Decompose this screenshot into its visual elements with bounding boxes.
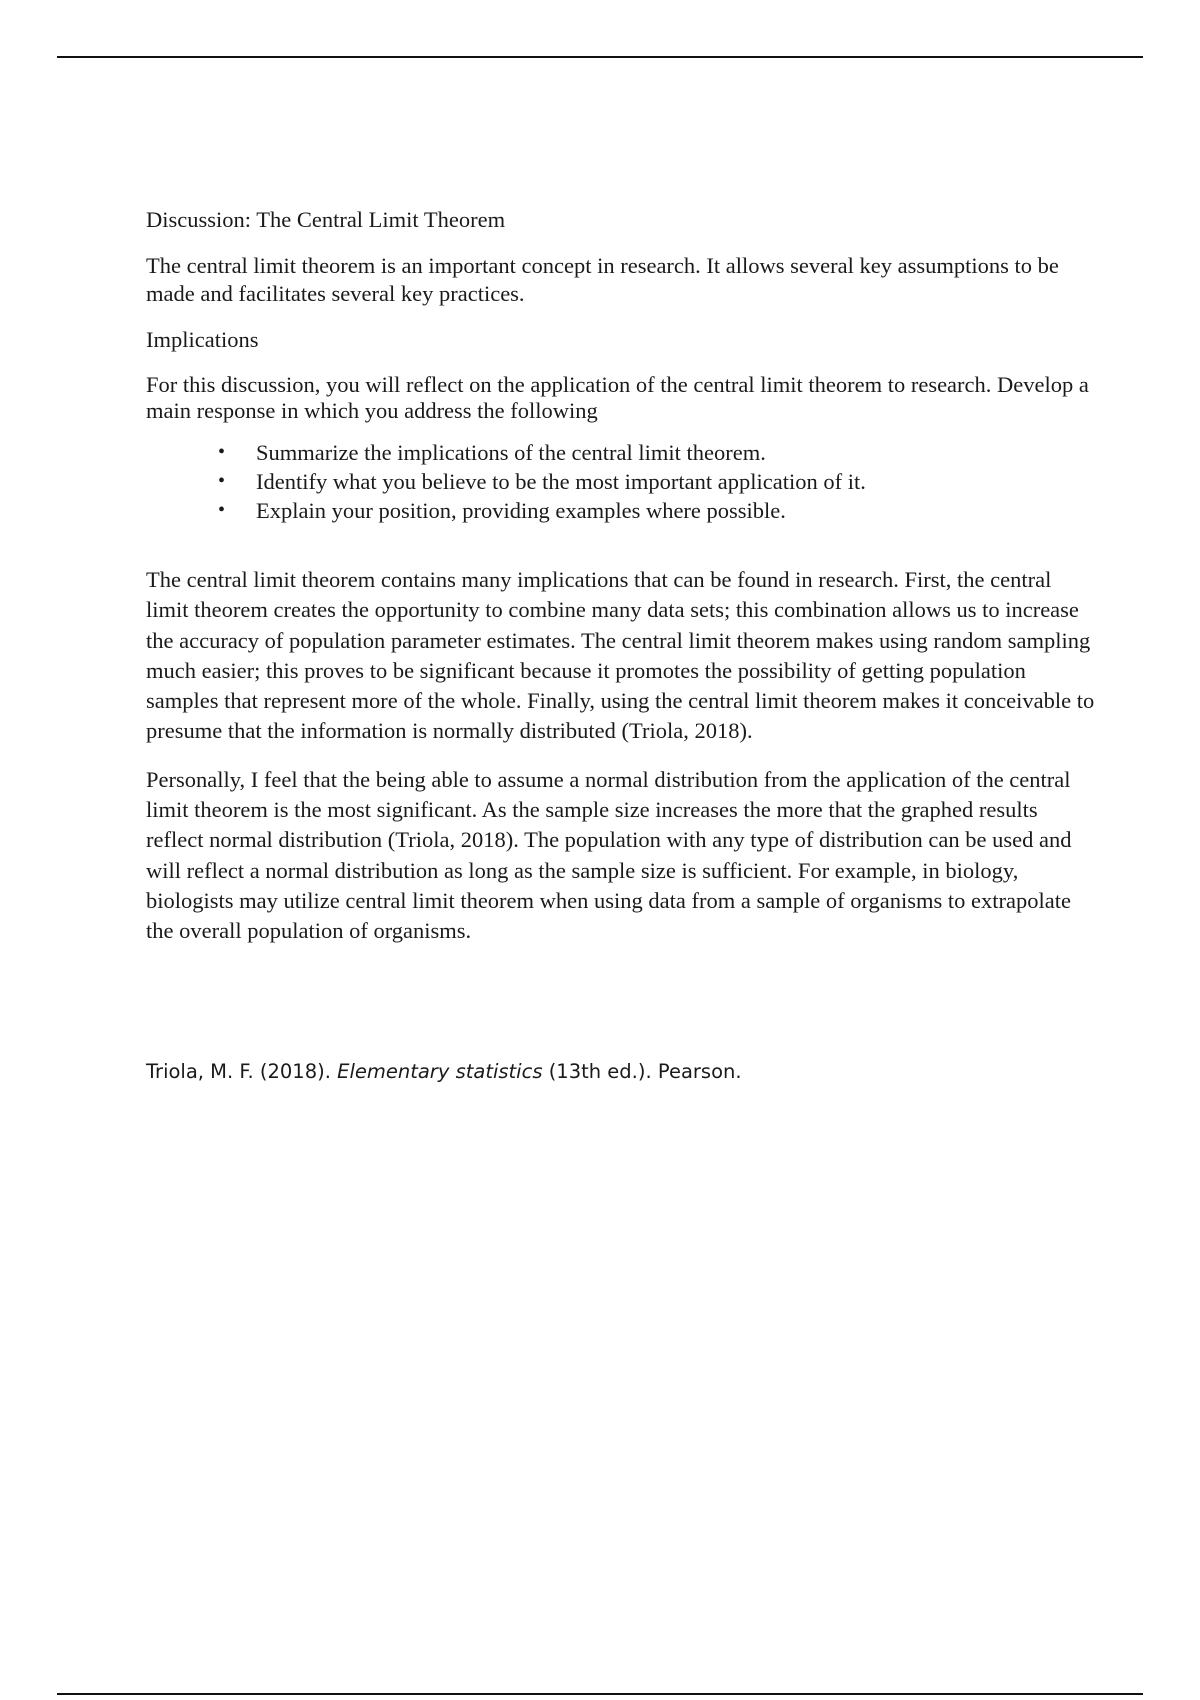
list-item: • Explain your position, providing examples where possible.	[256, 496, 1096, 525]
document-title: Discussion: The Central Limit Theorem	[146, 207, 506, 232]
list-item: • Summarize the implications of the central limit theorem.	[256, 438, 1096, 467]
bottom-rule	[57, 1693, 1143, 1695]
body-paragraph-2: Personally, I feel that the being able to assume a normal distribution from the application of the central limit theorem is the most significant. As the sample size increases the more that the graphed results reflect normal distribution (Triola, 2018). The population with any type of distribution can be used and will reflect a normal distribution as long as the sample size is sufficient. For example, in biology, biologists may utilize central limit theorem when using data from a sample of organisms to extrapolate the overall population of organisms.	[146, 766, 1072, 944]
list-item: • Identify what you believe to be the most important application of it.	[256, 467, 1096, 496]
intro-paragraph: The central limit theorem is an important concept in research. It allows several key assumptions to be made and facilitates several key practices.	[146, 253, 1059, 306]
spacer	[146, 525, 1096, 565]
top-rule	[57, 56, 1143, 58]
document-body	[146, 206, 1096, 965]
section-heading: Implications	[146, 327, 259, 352]
reference-book-title: Elementary statistics	[337, 1060, 543, 1083]
body-paragraph-1: The central limit theorem contains many implications that can be found in research. First, the central limit theorem creates the opportunity to combine many data sets; this combination allows us to increase the accuracy of population parameter estimates. The central limit theorem makes using random sampling much easier; this proves to be significant because it promotes the possibility of getting population samples that represent more of the whole. Finally, using the central limit theorem makes it conceivable to presume that the information is normally distributed (Triola, 2018).	[146, 567, 1095, 744]
reference-entry	[146, 1058, 1096, 1086]
prompt-paragraph: For this discussion, you will reflect on the application of the central limit theorem to research. Develop a main response in which you address the following	[146, 372, 1089, 423]
reference-author-year: Triola, M. F. (2018).	[146, 1060, 331, 1083]
reference-edition-publisher: (13th ed.). Pearson.	[548, 1060, 742, 1083]
bullet-list	[146, 438, 1096, 525]
